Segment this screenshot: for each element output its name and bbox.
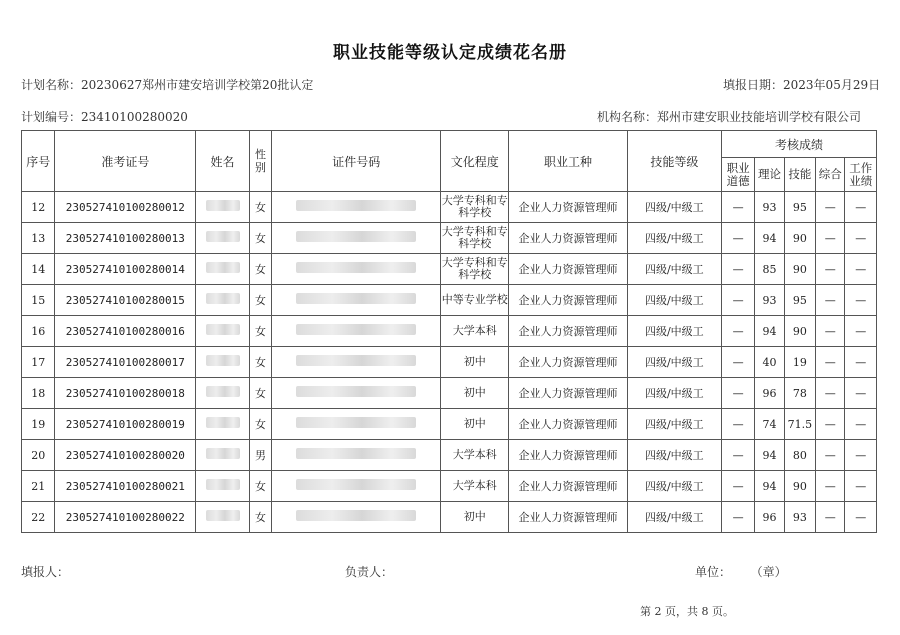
row-education: 大学专科和专科学校 (441, 192, 509, 223)
redacted-id-number (296, 262, 416, 273)
row-theory: 85 (755, 254, 784, 285)
row-name-redacted (196, 502, 250, 533)
document-title: 职业技能等级认定成绩花名册 (333, 43, 567, 63)
header-gender: 性别 (249, 131, 271, 192)
org-label: 机构名称： (597, 110, 658, 124)
row-gender: 女 (249, 502, 271, 533)
row-exam-no: 230527410100280020 (55, 440, 196, 471)
row-work: — (845, 285, 877, 316)
row-seq: 21 (22, 471, 55, 502)
row-theory: 94 (755, 471, 784, 502)
row-education: 大学本科 (441, 440, 509, 471)
row-exam-no: 230527410100280014 (55, 254, 196, 285)
redacted-id-number (296, 324, 416, 335)
row-overall: — (816, 192, 845, 223)
row-occupation: 企业人力资源管理师 (509, 440, 628, 471)
row-gender: 女 (249, 192, 271, 223)
row-skill: 80 (784, 440, 815, 471)
org-value: 郑州市建安职业技能培训学校有限公司 (657, 110, 862, 124)
row-education: 初中 (441, 502, 509, 533)
row-theory: 96 (755, 502, 784, 533)
row-theory: 40 (755, 347, 784, 378)
row-work: — (845, 316, 877, 347)
row-skill: 95 (784, 285, 815, 316)
row-level: 四级/中级工 (627, 409, 721, 440)
redacted-name (206, 200, 240, 211)
header-exam-no: 准考证号 (55, 131, 196, 192)
header-theory: 理论 (755, 158, 784, 192)
redacted-name (206, 355, 240, 366)
row-theory: 93 (755, 192, 784, 223)
table-row (22, 347, 877, 378)
row-theory: 93 (755, 285, 784, 316)
row-id-redacted (272, 471, 441, 502)
header-work: 工作业绩 (845, 158, 877, 192)
plan-name-value: 20230627郑州市建安培训学校第20批认定 (81, 78, 314, 92)
row-gender: 女 (249, 347, 271, 378)
row-ethics: — (721, 285, 754, 316)
header-id-no: 证件号码 (272, 131, 441, 192)
row-gender: 女 (249, 223, 271, 254)
header-education: 文化程度 (441, 131, 509, 192)
row-ethics: — (721, 378, 754, 409)
plan-name-label: 计划名称： (21, 78, 82, 92)
row-name-redacted (196, 285, 250, 316)
row-work: — (845, 254, 877, 285)
row-name-redacted (196, 254, 250, 285)
row-overall: — (816, 378, 845, 409)
row-ethics: — (721, 316, 754, 347)
row-skill: 71.5 (784, 409, 815, 440)
redacted-name (206, 231, 240, 242)
row-id-redacted (272, 347, 441, 378)
row-level: 四级/中级工 (627, 347, 721, 378)
row-ethics: — (721, 440, 754, 471)
table-row (22, 471, 877, 502)
row-occupation: 企业人力资源管理师 (509, 223, 628, 254)
redacted-name (206, 510, 240, 521)
row-education: 大学本科 (441, 471, 509, 502)
row-level: 四级/中级工 (627, 440, 721, 471)
row-overall: — (816, 254, 845, 285)
row-seq: 22 (22, 502, 55, 533)
row-exam-no: 230527410100280022 (55, 502, 196, 533)
row-ethics: — (721, 254, 754, 285)
row-name-redacted (196, 316, 250, 347)
org-line (597, 108, 861, 125)
table-row (22, 285, 877, 316)
row-name-redacted (196, 440, 250, 471)
row-gender: 男 (249, 440, 271, 471)
row-overall: — (816, 316, 845, 347)
row-id-redacted (272, 409, 441, 440)
header-scores: 考核成绩 (721, 131, 876, 158)
row-ethics: — (721, 502, 754, 533)
row-occupation: 企业人力资源管理师 (509, 502, 628, 533)
row-level: 四级/中级工 (627, 192, 721, 223)
row-level: 四级/中级工 (627, 285, 721, 316)
plan-no-label: 计划编号： (21, 110, 82, 124)
row-name-redacted (196, 378, 250, 409)
redacted-name (206, 293, 240, 304)
row-overall: — (816, 409, 845, 440)
footer-unit-line (695, 563, 787, 580)
row-education: 初中 (441, 347, 509, 378)
fill-date-label: 填报日期： (723, 78, 784, 92)
footer-unit: 单位： (695, 565, 732, 579)
row-skill: 19 (784, 347, 815, 378)
row-level: 四级/中级工 (627, 471, 721, 502)
row-name-redacted (196, 192, 250, 223)
header-overall: 综合 (816, 158, 845, 192)
redacted-name (206, 262, 240, 273)
redacted-id-number (296, 417, 416, 428)
row-overall: — (816, 285, 845, 316)
row-work: — (845, 471, 877, 502)
row-level: 四级/中级工 (627, 254, 721, 285)
row-education: 大学专科和专科学校 (441, 254, 509, 285)
redacted-id-number (296, 231, 416, 242)
row-work: — (845, 192, 877, 223)
row-education: 初中 (441, 378, 509, 409)
footer-seal: （章） (750, 565, 787, 579)
fill-date-line (723, 76, 880, 93)
row-exam-no: 230527410100280012 (55, 192, 196, 223)
row-skill: 78 (784, 378, 815, 409)
row-skill: 90 (784, 254, 815, 285)
row-level: 四级/中级工 (627, 316, 721, 347)
row-occupation: 企业人力资源管理师 (509, 347, 628, 378)
row-ethics: — (721, 347, 754, 378)
plan-no-line (21, 108, 188, 125)
row-education: 初中 (441, 409, 509, 440)
redacted-id-number (296, 293, 416, 304)
table-row (22, 223, 877, 254)
redacted-id-number (296, 355, 416, 366)
row-id-redacted (272, 192, 441, 223)
row-exam-no: 230527410100280018 (55, 378, 196, 409)
header-name: 姓名 (196, 131, 250, 192)
row-seq: 13 (22, 223, 55, 254)
row-overall: — (816, 502, 845, 533)
row-level: 四级/中级工 (627, 502, 721, 533)
row-theory: 74 (755, 409, 784, 440)
row-skill: 93 (784, 502, 815, 533)
table-row (22, 502, 877, 533)
row-overall: — (816, 440, 845, 471)
row-occupation: 企业人力资源管理师 (509, 192, 628, 223)
row-overall: — (816, 347, 845, 378)
row-skill: 90 (784, 223, 815, 254)
row-ethics: — (721, 409, 754, 440)
redacted-id-number (296, 510, 416, 521)
row-name-redacted (196, 347, 250, 378)
row-exam-no: 230527410100280021 (55, 471, 196, 502)
table-row (22, 378, 877, 409)
row-occupation: 企业人力资源管理师 (509, 378, 628, 409)
row-occupation: 企业人力资源管理师 (509, 316, 628, 347)
row-seq: 19 (22, 409, 55, 440)
footer-filler: 填报人： (21, 565, 70, 579)
row-seq: 15 (22, 285, 55, 316)
redacted-name (206, 417, 240, 428)
score-table (21, 130, 877, 533)
row-id-redacted (272, 378, 441, 409)
redacted-name (206, 448, 240, 459)
table-row (22, 316, 877, 347)
row-exam-no: 230527410100280013 (55, 223, 196, 254)
row-id-redacted (272, 223, 441, 254)
row-exam-no: 230527410100280017 (55, 347, 196, 378)
row-level: 四级/中级工 (627, 378, 721, 409)
row-overall: — (816, 223, 845, 254)
row-occupation: 企业人力资源管理师 (509, 471, 628, 502)
plan-name-line (21, 76, 313, 93)
row-id-redacted (272, 254, 441, 285)
row-ethics: — (721, 471, 754, 502)
row-theory: 94 (755, 316, 784, 347)
row-id-redacted (272, 316, 441, 347)
row-name-redacted (196, 471, 250, 502)
row-name-redacted (196, 223, 250, 254)
row-exam-no: 230527410100280015 (55, 285, 196, 316)
row-education: 大学专科和专科学校 (441, 223, 509, 254)
row-education: 中等专业学校 (441, 285, 509, 316)
table-row (22, 254, 877, 285)
redacted-id-number (296, 479, 416, 490)
plan-no-value: 23410100280020 (81, 110, 188, 124)
footer-responsible: 负责人： (345, 565, 394, 579)
row-ethics: — (721, 223, 754, 254)
row-work: — (845, 502, 877, 533)
page-indicator: 第 2 页，共 8 页。 (640, 605, 734, 618)
row-skill: 90 (784, 471, 815, 502)
row-gender: 女 (249, 254, 271, 285)
row-skill: 95 (784, 192, 815, 223)
redacted-id-number (296, 386, 416, 397)
row-id-redacted (272, 502, 441, 533)
row-work: — (845, 223, 877, 254)
header-level: 技能等级 (627, 131, 721, 192)
row-overall: — (816, 471, 845, 502)
row-work: — (845, 378, 877, 409)
row-work: — (845, 347, 877, 378)
row-education: 大学本科 (441, 316, 509, 347)
header-occupation: 职业工种 (509, 131, 628, 192)
row-gender: 女 (249, 409, 271, 440)
row-name-redacted (196, 409, 250, 440)
row-occupation: 企业人力资源管理师 (509, 409, 628, 440)
row-gender: 女 (249, 285, 271, 316)
redacted-name (206, 324, 240, 335)
table-row (22, 409, 877, 440)
row-ethics: — (721, 192, 754, 223)
row-seq: 16 (22, 316, 55, 347)
row-work: — (845, 409, 877, 440)
row-skill: 90 (784, 316, 815, 347)
header-seq: 序号 (22, 131, 55, 192)
row-seq: 18 (22, 378, 55, 409)
redacted-id-number (296, 200, 416, 211)
row-exam-no: 230527410100280019 (55, 409, 196, 440)
row-theory: 94 (755, 223, 784, 254)
row-theory: 96 (755, 378, 784, 409)
row-id-redacted (272, 440, 441, 471)
row-theory: 94 (755, 440, 784, 471)
header-skill: 技能 (784, 158, 815, 192)
redacted-name (206, 386, 240, 397)
row-level: 四级/中级工 (627, 223, 721, 254)
row-exam-no: 230527410100280016 (55, 316, 196, 347)
row-occupation: 企业人力资源管理师 (509, 254, 628, 285)
row-id-redacted (272, 285, 441, 316)
row-seq: 17 (22, 347, 55, 378)
table-body (22, 192, 877, 533)
row-work: — (845, 440, 877, 471)
row-gender: 女 (249, 378, 271, 409)
table-row (22, 440, 877, 471)
fill-date-value: 2023年05月29日 (783, 78, 881, 92)
header-ethics: 职业道德 (721, 158, 754, 192)
row-occupation: 企业人力资源管理师 (509, 285, 628, 316)
row-seq: 12 (22, 192, 55, 223)
row-seq: 14 (22, 254, 55, 285)
redacted-id-number (296, 448, 416, 459)
row-gender: 女 (249, 316, 271, 347)
row-gender: 女 (249, 471, 271, 502)
redacted-name (206, 479, 240, 490)
table-row (22, 192, 877, 223)
row-seq: 20 (22, 440, 55, 471)
